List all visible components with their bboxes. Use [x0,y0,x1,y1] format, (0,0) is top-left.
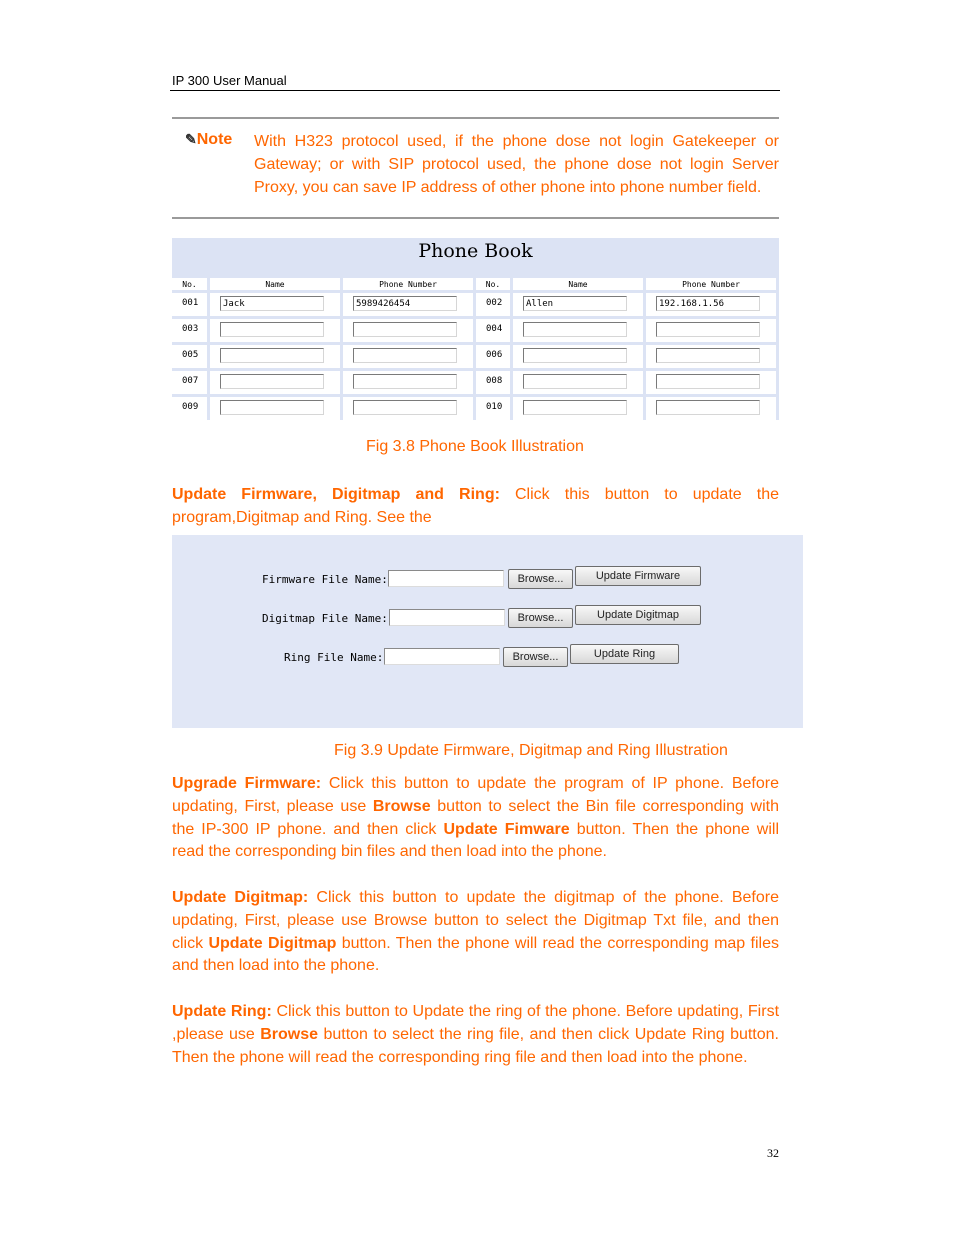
update-firmware-button[interactable]: Update Firmware [575,566,701,586]
pencil-icon: ✎ [185,131,197,147]
note-line-3: Proxy, you can save IP address of other phone into phone number field. [254,179,762,196]
table-row [172,316,779,342]
ring-file-label: Ring File Name: [284,651,384,664]
update-digitmap-text-1: Click this button to update the digitmap of the phone. Before updating, First, please use Browse button to select the Digitmap Txt file, and then click [172,889,780,952]
phone-book-header-row [172,278,779,290]
intro-paragraph [172,484,779,530]
intro-heading: Update Firmware, Digitmap and Ring: [172,486,500,503]
entry-number: 009 [172,394,210,420]
name-input[interactable]: Jack [220,296,324,311]
phone-number-input[interactable]: 5989426454 [353,296,457,311]
phone-number-input[interactable] [353,322,457,337]
name-input[interactable] [220,400,324,415]
phone-book-table [172,278,779,420]
name-input[interactable] [220,374,324,389]
upgrade-firmware-paragraph [172,773,779,864]
note-label-text: Note [196,131,233,148]
digitmap-file-label: Digitmap File Name: [262,612,388,625]
update-digitmap-button[interactable]: Update Digitmap [575,605,701,625]
column-header-phone-number: Phone Number [646,278,779,290]
column-header-name: Name [210,278,343,290]
phone-number-input[interactable] [656,400,760,415]
name-input[interactable] [220,322,324,337]
column-header-name: Name [513,278,646,290]
phone-number-input[interactable]: 192.168.1.56 [656,296,760,311]
note-label [185,131,232,149]
name-input[interactable]: Allen [523,296,627,311]
update-digitmap-term: Update Digitmap [208,934,337,952]
phone-number-input[interactable] [353,374,457,389]
entry-number: 007 [172,368,210,394]
update-ring-heading: Update Ring: [172,1003,272,1020]
entry-number: 003 [172,316,210,342]
ring-file-input[interactable] [384,648,500,665]
entry-number: 001 [172,290,210,316]
digitmap-browse-button[interactable]: Browse... [508,608,573,628]
header-rule [170,90,780,91]
figure-caption-3-9: Fig 3.9 Update Firmware, Digitmap and Ring Illustration [334,742,728,759]
entry-number: 006 [476,342,513,368]
note-line-2: Gateway; or with SIP protocol used, the phone dose not login Server [254,156,779,173]
ring-browse-button[interactable]: Browse... [503,647,568,667]
name-input[interactable] [523,374,627,389]
table-row [172,368,779,394]
intro-line-2: program,Digitmap and Ring. See the [172,508,432,526]
name-input[interactable] [523,322,627,337]
update-ring-text-2: button to select the ring file, and then click Update Ring button. Then the phone will read the corresponding ring file and then load into the phone. [172,1025,779,1066]
name-input[interactable] [523,348,627,363]
upgrade-firmware-heading: Upgrade Firmware: [172,775,322,792]
digitmap-file-input[interactable] [389,609,505,626]
table-row [172,394,779,420]
intro-text: Click this button to update the [499,486,779,503]
column-header-no: No. [476,278,513,290]
browse-term: Browse [260,1025,319,1043]
note-bottom-rule [172,217,779,219]
phone-number-input[interactable] [353,400,457,415]
entry-number: 010 [476,394,513,420]
table-row [172,342,779,368]
upgrade-firmware-text-3: button. Then the phone will read the corresponding bin files and then load into the phone. [172,820,779,861]
name-input[interactable] [220,348,324,363]
entry-number: 005 [172,342,210,368]
update-panel [172,535,803,728]
firmware-file-label: Firmware File Name: [262,573,388,586]
update-digitmap-heading: Update Digitmap: [172,889,309,906]
table-row [172,290,779,316]
update-ring-paragraph [172,1001,779,1069]
update-ring-button[interactable]: Update Ring [570,644,679,664]
note-line-1: With H323 protocol used, if the phone dose not login Gatekeeper or [254,133,779,150]
phone-number-input[interactable] [656,348,760,363]
note-top-rule [172,117,779,119]
phone-book-panel [172,238,779,412]
intro-line-1 [172,484,779,507]
document-header-title: IP 300 User Manual [172,73,287,88]
firmware-browse-button[interactable]: Browse... [508,569,573,589]
page-number: 32 [767,1146,779,1160]
column-header-phone-number: Phone Number [343,278,476,290]
note-body [254,130,779,199]
figure-caption-3-8: Fig 3.8 Phone Book Illustration [366,438,584,455]
phone-number-input[interactable] [656,322,760,337]
name-input[interactable] [523,400,627,415]
update-fimware-term: Update Fimware [443,820,570,838]
update-digitmap-paragraph [172,887,779,978]
entry-number: 008 [476,368,513,394]
browse-term: Browse [372,797,431,815]
firmware-file-input[interactable] [388,570,504,587]
update-ring-text-1: Click this button to Update the ring of the phone. Before updating, First ,please use [172,1003,780,1043]
phone-book-title: Phone Book [418,240,533,262]
column-header-no: No. [172,278,210,290]
update-digitmap-text-2: button. Then the phone will read the corresponding map files and then load into the phone. [172,934,779,975]
phone-number-input[interactable] [656,374,760,389]
upgrade-firmware-text-1: Click this button to update the program of IP phone. Before updating, First, please use [172,775,780,815]
upgrade-firmware-text-2: button to select the Bin file corresponding with the IP-300 IP phone. and then click [172,797,780,838]
phone-number-input[interactable] [353,348,457,363]
entry-number: 002 [476,290,513,316]
entry-number: 004 [476,316,513,342]
